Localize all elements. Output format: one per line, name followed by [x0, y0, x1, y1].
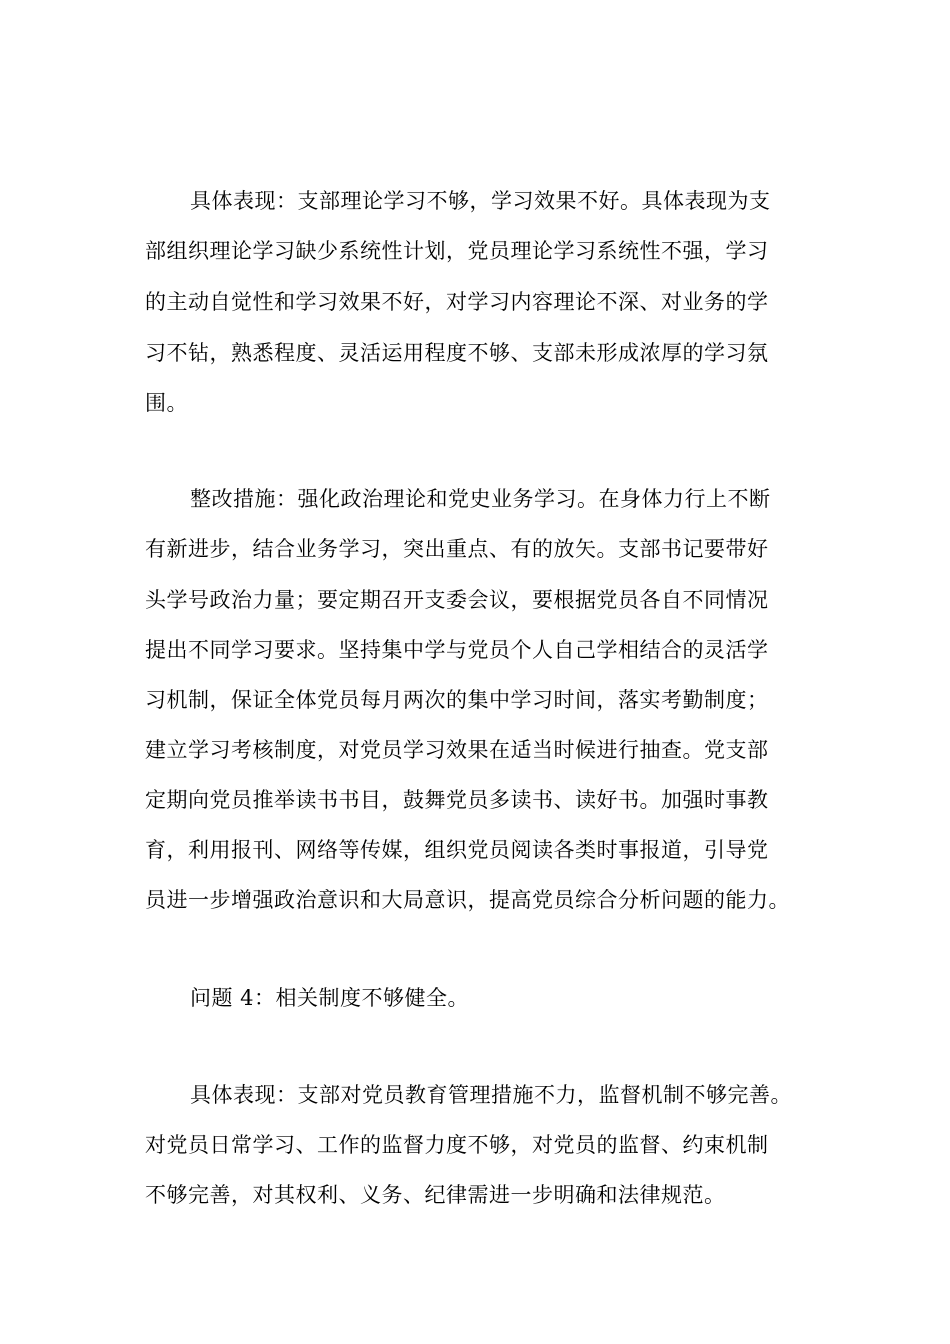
text-line: 具体表现：支部理论学习不够，学习效果不好。具体表现为支	[190, 189, 771, 213]
text-line: 建立学习考核制度，对党员学习效果在适当时候进行抽查。党支部	[145, 738, 769, 762]
text-line: 不够完善，对其权利、义务、纪律需进一步明确和法律规范。	[145, 1183, 726, 1207]
text-line: 员进一步增强政治意识和大局意识，提高党员综合分析问题的能力。	[145, 888, 790, 912]
text-line: 围。	[145, 391, 188, 415]
text-line: 对党员日常学习、工作的监督力度不够，对党员的监督、约束机制	[145, 1133, 769, 1157]
issue-heading: 问题 4：相关制度不够健全。	[190, 986, 470, 1010]
text-line: 定期向党员推举读书书目，鼓舞党员多读书、读好书。加强时事教	[145, 788, 769, 812]
text-line: 习机制，保证全体党员每月两次的集中学习时间，落实考勤制度；	[145, 688, 769, 712]
text-line: 部组织理论学习缺少系统性计划，党员理论学习系统性不强，学习	[145, 239, 769, 263]
text-line: 的主动自觉性和学习效果不好，对学习内容理论不深、对业务的学	[145, 290, 769, 314]
text-line: 有新进步，结合业务学习，突出重点、有的放矢。支部书记要带好	[145, 537, 769, 561]
text-line: 提出不同学习要求。坚持集中学与党员个人自己学相结合的灵活学	[145, 638, 769, 662]
text-line: 育，利用报刊、网络等传媒，组织党员阅读各类时事报道，引导党	[145, 838, 769, 862]
text-line: 具体表现：支部对党员教育管理措施不力，监督机制不够完善。	[190, 1083, 792, 1107]
text-line: 整改措施：强化政治理论和党史业务学习。在身体力行上不断	[190, 487, 771, 511]
text-line: 习不钻，熟悉程度、灵活运用程度不够、支部未形成浓厚的学习氛	[145, 341, 769, 365]
text-line: 头学号政治力量；要定期召开支委会议，要根据党员各自不同情况	[145, 588, 769, 612]
